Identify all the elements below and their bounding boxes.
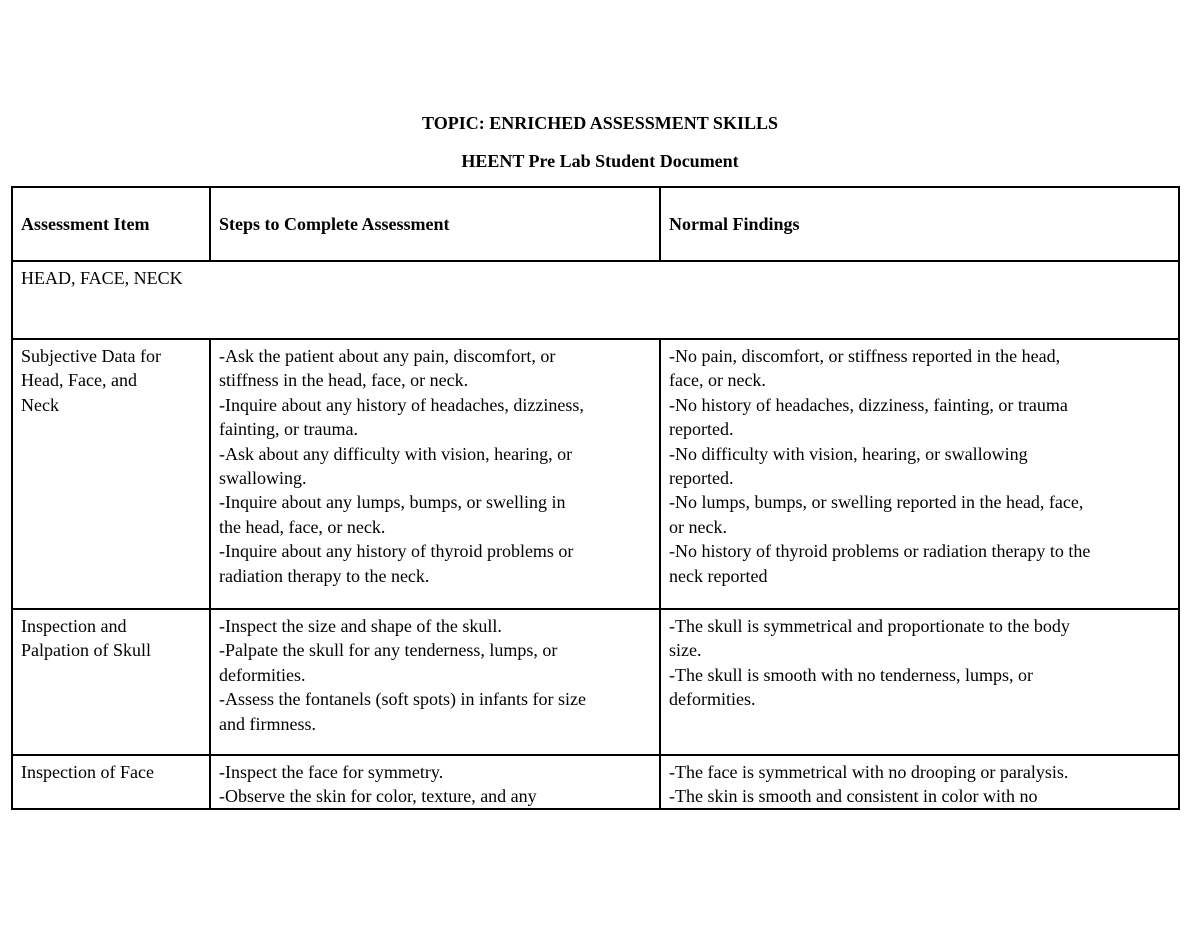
- cell-line: size.: [669, 640, 702, 661]
- steps-cell: [210, 609, 660, 755]
- cell-line: -No history of headaches, dizziness, fainting, or trauma: [669, 394, 1068, 415]
- cell-line: -Inspect the size and shape of the skull.: [219, 616, 502, 636]
- steps-cell: [210, 339, 660, 609]
- cell-line: stiffness in the head, face, or neck.: [219, 370, 469, 391]
- cell-line: face, or neck.: [669, 370, 766, 391]
- cell-line: -Inquire about any history of thyroid problems or: [219, 541, 574, 562]
- steps-cell: [210, 755, 660, 809]
- cell-line: -Assess the fontanels (soft spots) in infants for size: [219, 689, 586, 710]
- cell-line: reported.: [669, 468, 734, 489]
- cell-line: -Palpate the skull for any tenderness, lumps, or: [219, 640, 558, 661]
- cell-line: -No pain, discomfort, or stiffness reported in the head,: [669, 346, 1061, 366]
- findings-cell: [660, 755, 1179, 809]
- cell-line: or neck.: [669, 516, 727, 537]
- cell-line: -No lumps, bumps, or swelling reported in the head, face,: [669, 492, 1084, 513]
- table-row: [12, 339, 1179, 609]
- cell-line: fainting, or trauma.: [219, 419, 358, 440]
- cell-line: -No difficulty with vision, hearing, or swallowing: [669, 443, 1028, 464]
- table-row: [12, 755, 1179, 809]
- cell-line: -The face is symmetrical with no drooping or paralysis.: [669, 762, 1069, 782]
- cell-line: deformities.: [669, 689, 756, 710]
- cell-line: -Observe the skin for color, texture, and any: [219, 786, 537, 806]
- cell-line: -The skull is smooth with no tenderness, lumps, or: [669, 664, 1033, 685]
- cell-line: Palpation of Skull: [21, 640, 151, 661]
- cell-line: reported.: [669, 419, 734, 440]
- cell-line: Inspection and: [21, 616, 127, 636]
- cell-line: -Ask the patient about any pain, discomfort, or: [219, 346, 556, 366]
- section-heading: HEAD, FACE, NECK: [12, 261, 1179, 339]
- findings-cell: [660, 339, 1179, 609]
- cell-line: swallowing.: [219, 468, 307, 489]
- document-topic: TOPIC: ENRICHED ASSESSMENT SKILLS: [422, 113, 778, 133]
- section-row: [12, 261, 1179, 339]
- cell-line: -Inspect the face for symmetry.: [219, 762, 444, 782]
- assessment-item-cell: [12, 339, 210, 609]
- cell-line: -The skull is symmetrical and proportionate to the body: [669, 616, 1070, 636]
- header-assessment-item: Assessment Item: [12, 187, 210, 261]
- cell-line: Neck: [21, 394, 59, 415]
- document-subtitle: HEENT Pre Lab Student Document: [461, 151, 739, 171]
- cell-line: Head, Face, and: [21, 370, 137, 391]
- findings-cell: [660, 609, 1179, 755]
- assessment-table: [11, 186, 1180, 810]
- cell-line: the head, face, or neck.: [219, 516, 386, 537]
- cell-line: -Ask about any difficulty with vision, hearing, or: [219, 443, 573, 464]
- header-normal-findings: Normal Findings: [660, 187, 1179, 261]
- cell-line: neck reported: [669, 565, 768, 586]
- cell-line: Subjective Data for: [21, 346, 161, 366]
- header-steps: Steps to Complete Assessment: [210, 187, 660, 261]
- cell-line: deformities.: [219, 664, 306, 685]
- cell-line: -Inquire about any history of headaches, dizziness,: [219, 394, 584, 415]
- cell-line: radiation therapy to the neck.: [219, 565, 430, 586]
- cell-line: and firmness.: [219, 713, 316, 734]
- cell-line: -Inquire about any lumps, bumps, or swelling in: [219, 492, 566, 513]
- assessment-item-cell: [12, 609, 210, 755]
- assessment-item-cell: [12, 755, 210, 809]
- cell-line: -No history of thyroid problems or radiation therapy to the: [669, 541, 1091, 562]
- table-row: [12, 609, 1179, 755]
- table-header-row: [12, 187, 1179, 261]
- cell-line: -The skin is smooth and consistent in color with no: [669, 786, 1038, 806]
- cell-line: Inspection of Face: [21, 762, 154, 782]
